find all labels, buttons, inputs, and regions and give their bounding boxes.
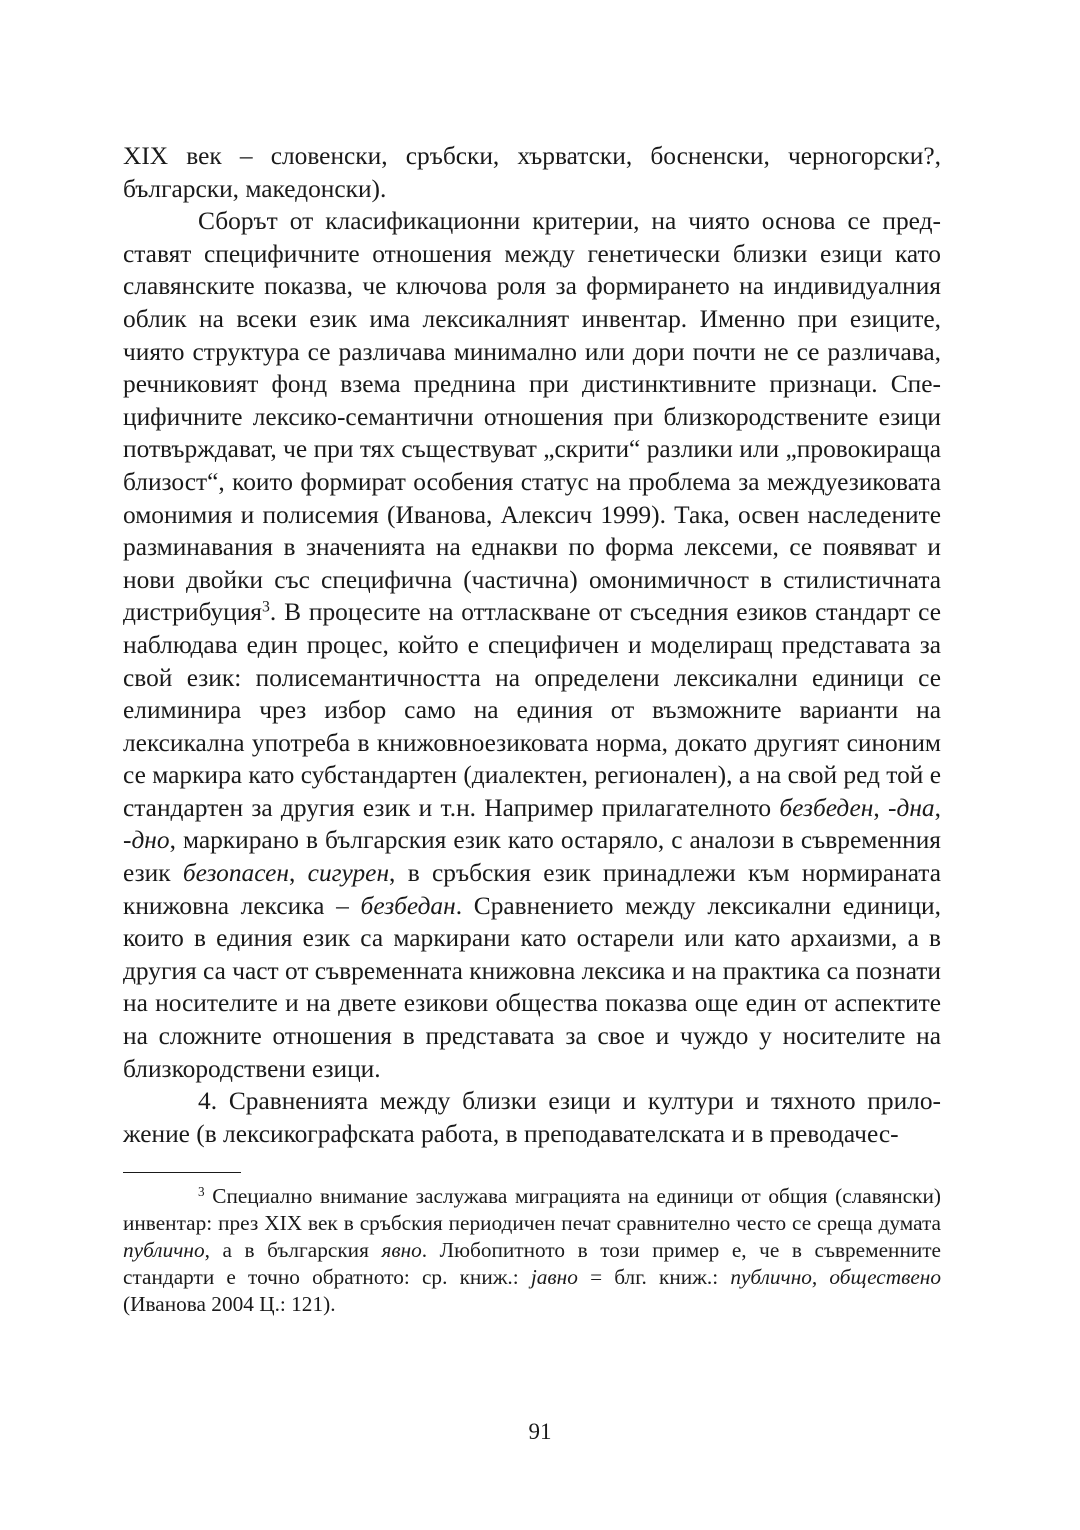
text-run: , маркирано в българския език като остаряло, с аналози в съвременния език bbox=[123, 826, 941, 888]
italic-term: безбедан bbox=[360, 891, 456, 920]
text-run: = блг. книж.: bbox=[577, 1264, 731, 1289]
paragraph-classification bbox=[123, 205, 941, 1085]
text-run: . Сравнението между лексикални единици, които в единия език са маркирани като остарели или като архаизми, а в другия са част от съвременната книжовна лексика и на практика са познати на носителите и на двете езикови общества показва още един от аспектите на сложните отношения в представата за свое и чуждо у носителите на близкородствени езици. bbox=[123, 891, 941, 1083]
text-run: , bbox=[934, 793, 941, 822]
text-run: . Любопитното в този пример е, че в съвременните стандарти е точно обратното: ср. книж.: bbox=[123, 1238, 942, 1289]
italic-term: публично bbox=[123, 1238, 205, 1262]
italic-term: публично, обществено bbox=[730, 1264, 942, 1289]
italic-term: сигурен bbox=[307, 859, 390, 888]
text-run: . В процесите на оттласкване от съседния езиков стандарт се наблюдава един процес, който е специфичен и моделиращ представата за свой език: полисемантичността на определени лексикални единици се елиминира чрез избор само на единия от възможните варианти на лексикална употреба в книжовноезиковата норма, докато другият синоним се маркира като субстандартен (диалектен, регионален), а на свой ред той е стандартен за другия език и т.н. Например прилагателното bbox=[123, 598, 941, 822]
footnote-marker: 3 bbox=[198, 1184, 205, 1200]
italic-term: безбеден bbox=[779, 793, 874, 822]
italic-term: безопасен bbox=[182, 859, 290, 888]
text-run: Сборът от класификационни критерии, на чиято основа се представят специфичните отношения между генетически близки езици като славянските показва, че ключова роля за формирането на индивидуалния облик на всеки език има лексикалният инвентар. Именно при езиците, чиято структура се различава минимално или дори почти не се различава, речниковият фонд взема преднина при дистинктивните признаци. Специфичните лексико-семантични отношения при близкородствените езици потвърждават, че при тях съществуват „скрити“ разлики или „провокираща близост“, които формират особения статус на проблема за междуезиковата омонимия и полисемия (Иванова, Алексич 1999). Така, освен наследените разминавания в значенията на еднакви по форма лексеми, се появяват и нови двойки със специфична (частична) омонимичност в стилистичната дистрибуция bbox=[123, 207, 941, 627]
text-run: , bbox=[873, 793, 889, 822]
text-run: Специално внимание заслужава миграцията на единици от общия (славянски) инвентар: през XIX век в сръбския периодичен печат сравнително често се среща думата bbox=[123, 1184, 941, 1236]
paragraph-section-4: 4. Сравненията между близки езици и култури и тяхното приложение (в лексикографската работа, в преподавателската и в преводачес- bbox=[123, 1087, 941, 1148]
text-run: , bbox=[289, 859, 308, 888]
paragraph-continuation: XIX век – словенски, сръбски, хърватски, босненски, черногорски?, български, македонски). bbox=[123, 142, 941, 203]
text-run: (Иванова 2004 Ц.: 121). bbox=[123, 1291, 336, 1316]
footnote-3 bbox=[123, 1183, 941, 1317]
italic-term: -дно bbox=[123, 826, 170, 855]
footnote-divider bbox=[123, 1172, 241, 1173]
main-text bbox=[123, 140, 941, 1150]
page-content bbox=[123, 140, 941, 1317]
italic-term: jавно bbox=[530, 1264, 578, 1289]
text-run: , в сръбския език принадлежи към нормираната книжовна лексика – bbox=[123, 859, 941, 920]
page-number: 91 bbox=[528, 1419, 552, 1444]
italic-term: явно bbox=[381, 1238, 422, 1262]
text-run: , а в българския bbox=[204, 1238, 382, 1262]
italic-term: -дна bbox=[888, 793, 935, 822]
footnote-reference: 3 bbox=[261, 598, 270, 616]
